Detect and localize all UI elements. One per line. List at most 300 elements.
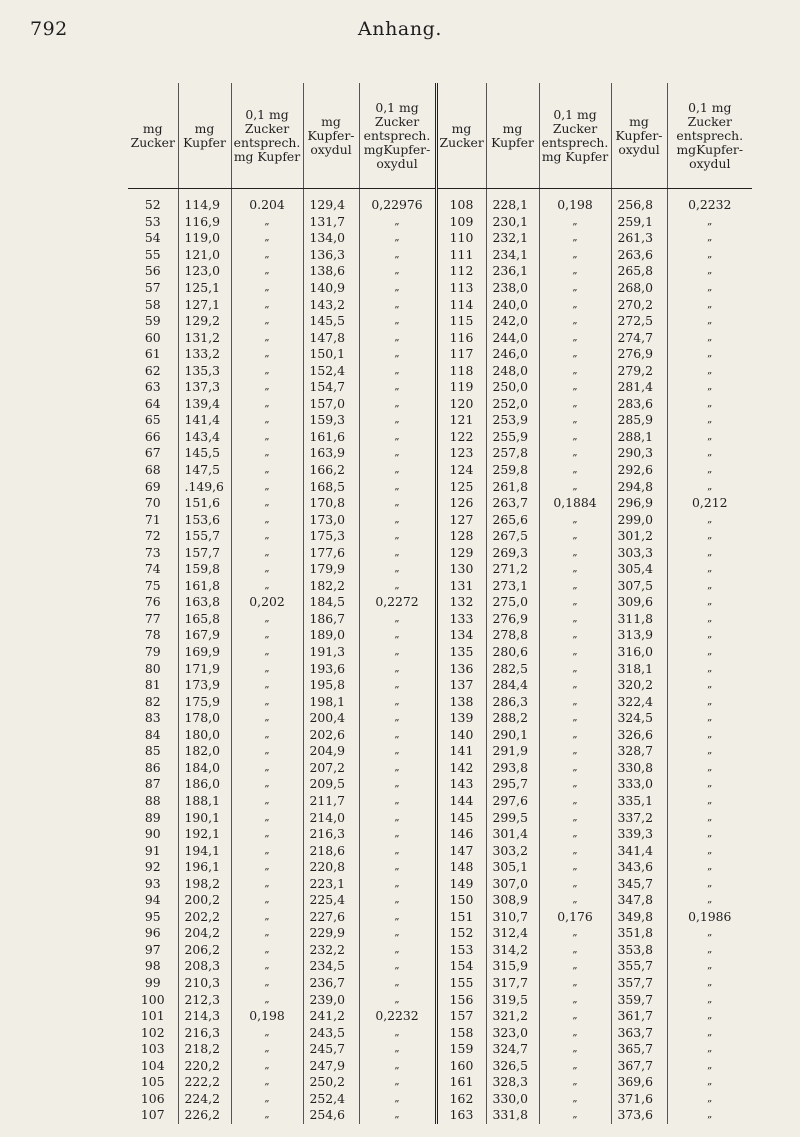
header-line: oxydul (618, 141, 660, 157)
cell-zucker-per-kupfer: „ (539, 925, 611, 942)
table-row (128, 710, 752, 727)
cell-zucker-per-kupfer: „ (231, 313, 303, 330)
cell-zucker-per-oxydul: „ (359, 958, 436, 975)
cell-zucker-per-oxydul: „ (359, 1091, 436, 1108)
cell-zucker: 126 (436, 495, 486, 512)
cell-zucker: 63 (144, 379, 161, 395)
table-row (128, 495, 752, 512)
cell-zucker: 55 (144, 246, 161, 262)
cell-zucker-per-kupfer: „ (539, 1057, 611, 1074)
cell-kupfer: 161,8 (178, 578, 231, 595)
cell-zucker: 85 (144, 743, 161, 759)
table-row (128, 214, 752, 231)
table-row (128, 760, 752, 777)
cell-kupferoxydul: 166,2 (303, 462, 359, 479)
cell-zucker-per-kupfer: „ (231, 478, 303, 495)
cell-zucker-per-kupfer: „ (231, 991, 303, 1008)
cell-kupfer: 157,7 (178, 544, 231, 561)
cell-kupferoxydul: 326,6 (611, 727, 667, 744)
cell-zucker-per-oxydul: „ (667, 892, 752, 909)
cell-zucker-per-kupfer: „ (231, 412, 303, 429)
cell-kupfer: 324,7 (486, 1041, 539, 1058)
cell-zucker-per-kupfer: „ (539, 644, 611, 661)
cell-zucker-per-kupfer: „ (231, 1091, 303, 1108)
cell-zucker-per-kupfer: „ (231, 1024, 303, 1041)
cell-zucker-per-kupfer: „ (539, 826, 611, 843)
cell-zucker: 74 (144, 561, 161, 577)
cell-zucker-per-oxydul: „ (667, 627, 752, 644)
cell-kupferoxydul: 371,6 (611, 1091, 667, 1108)
cell-zucker-per-kupfer: „ (231, 1057, 303, 1074)
cell-zucker-per-kupfer: „ (231, 362, 303, 379)
cell-zucker: 72 (144, 528, 161, 544)
cell-kupfer: .149,6 (178, 478, 231, 495)
cell-kupferoxydul: 367,7 (611, 1057, 667, 1074)
table-row (128, 793, 752, 810)
header-zucker (436, 83, 486, 189)
table-row (128, 991, 752, 1008)
cell-zucker: 81 (144, 677, 161, 693)
cell-zucker-per-kupfer: „ (231, 214, 303, 231)
cell-zucker-per-oxydul: „ (359, 826, 436, 843)
cell-kupferoxydul: 361,7 (611, 1008, 667, 1025)
cell-kupfer: 222,2 (178, 1074, 231, 1091)
table-row (128, 594, 752, 611)
cell-kupfer: 141,4 (178, 412, 231, 429)
header-zucker (128, 83, 178, 189)
cell-kupferoxydul: 268,0 (611, 280, 667, 297)
cell-kupfer: 295,7 (486, 776, 539, 793)
cell-zucker: 82 (144, 693, 161, 709)
cell-kupfer: 196,1 (178, 859, 231, 876)
cell-kupfer: 133,2 (178, 346, 231, 363)
cell-zucker: 130 (436, 561, 486, 578)
cell-kupfer: 192,1 (178, 826, 231, 843)
cell-zucker-per-oxydul: „ (359, 611, 436, 628)
cell-kupfer: 331,8 (486, 1107, 539, 1124)
cell-zucker-per-kupfer: „ (539, 1074, 611, 1091)
cell-zucker: 97 (144, 941, 161, 957)
cell-kupferoxydul: 263,6 (611, 247, 667, 264)
cell-kupferoxydul: 341,4 (611, 842, 667, 859)
cell-zucker: 140 (436, 727, 486, 744)
cell-kupferoxydul: 175,3 (303, 528, 359, 545)
cell-kupfer: 139,4 (178, 396, 231, 413)
cell-kupferoxydul: 259,1 (611, 214, 667, 231)
cell-kupferoxydul: 195,8 (303, 677, 359, 694)
table-row (128, 561, 752, 578)
cell-kupfer: 165,8 (178, 611, 231, 628)
cell-zucker-per-kupfer: 0,176 (539, 909, 611, 926)
cell-zucker: 113 (436, 280, 486, 297)
cell-zucker-per-oxydul: „ (667, 296, 752, 313)
cell-zucker-per-kupfer: „ (231, 727, 303, 744)
cell-kupfer: 127,1 (178, 296, 231, 313)
cell-kupferoxydul: 223,1 (303, 875, 359, 892)
cell-kupferoxydul: 357,7 (611, 975, 667, 992)
cell-zucker-per-kupfer: „ (539, 1024, 611, 1041)
cell-zucker-per-oxydul: „ (359, 909, 436, 926)
cell-kupfer: 153,6 (178, 511, 231, 528)
table-row (128, 1024, 752, 1041)
cell-zucker: 107 (140, 1107, 165, 1123)
cell-zucker-per-oxydul: „ (359, 743, 436, 760)
cell-kupferoxydul: 250,2 (303, 1074, 359, 1091)
cell-zucker-per-kupfer: „ (539, 892, 611, 909)
cell-zucker-per-oxydul: „ (359, 313, 436, 330)
cell-zucker: 163 (436, 1107, 486, 1124)
cell-zucker-per-oxydul: „ (359, 710, 436, 727)
cell-zucker: 131 (436, 578, 486, 595)
cell-kupfer: 310,7 (486, 909, 539, 926)
cell-zucker-per-oxydul: „ (667, 412, 752, 429)
cell-kupfer: 121,0 (178, 247, 231, 264)
table-row (128, 230, 752, 247)
cell-zucker-per-kupfer: „ (231, 627, 303, 644)
cell-kupfer: 321,2 (486, 1008, 539, 1025)
cell-zucker-per-oxydul: 0,2232 (667, 189, 752, 214)
cell-zucker: 69 (144, 478, 161, 494)
cell-kupferoxydul: 313,9 (611, 627, 667, 644)
header-line: oxydul (376, 155, 418, 171)
cell-zucker-per-kupfer: „ (539, 478, 611, 495)
cell-kupfer: 159,8 (178, 561, 231, 578)
cell-zucker: 148 (436, 859, 486, 876)
cell-zucker: 104 (140, 1057, 165, 1073)
cell-zucker-per-kupfer: „ (539, 329, 611, 346)
cell-kupferoxydul: 157,0 (303, 396, 359, 413)
cell-kupfer: 184,0 (178, 760, 231, 777)
cell-kupfer: 317,7 (486, 975, 539, 992)
cell-kupferoxydul: 216,3 (303, 826, 359, 843)
cell-kupferoxydul: 347,8 (611, 892, 667, 909)
cell-zucker-per-oxydul: „ (359, 495, 436, 512)
cell-zucker-per-oxydul: „ (359, 760, 436, 777)
cell-kupfer: 323,0 (486, 1024, 539, 1041)
cell-zucker-per-kupfer: „ (539, 743, 611, 760)
cell-kupfer: 275,0 (486, 594, 539, 611)
cell-kupfer: 218,2 (178, 1041, 231, 1058)
cell-zucker-per-kupfer: „ (539, 727, 611, 744)
cell-zucker-per-kupfer: „ (539, 379, 611, 396)
header-line: mg (629, 113, 649, 129)
cell-zucker-per-kupfer: 0,202 (231, 594, 303, 611)
cell-zucker-per-oxydul: „ (667, 975, 752, 992)
cell-kupfer: 135,3 (178, 362, 231, 379)
cell-zucker-per-kupfer: „ (539, 627, 611, 644)
cell-zucker-per-oxydul: „ (667, 230, 752, 247)
cell-kupferoxydul: 283,6 (611, 396, 667, 413)
cell-zucker-per-oxydul: „ (667, 247, 752, 264)
cell-kupferoxydul: 324,5 (611, 710, 667, 727)
cell-kupferoxydul: 279,2 (611, 362, 667, 379)
cell-kupferoxydul: 234,5 (303, 958, 359, 975)
cell-zucker: 127 (436, 511, 486, 528)
cell-kupfer: 290,1 (486, 727, 539, 744)
cell-zucker-per-kupfer: „ (539, 247, 611, 264)
cell-zucker: 70 (144, 495, 161, 511)
cell-zucker-per-oxydul: „ (667, 760, 752, 777)
cell-zucker-per-kupfer: „ (231, 578, 303, 595)
cell-kupfer: 257,8 (486, 445, 539, 462)
header-line: Zucker (439, 134, 484, 150)
cell-kupfer: 186,0 (178, 776, 231, 793)
cell-zucker-per-kupfer: „ (231, 710, 303, 727)
cell-kupferoxydul: 339,3 (611, 826, 667, 843)
cell-zucker: 129 (436, 544, 486, 561)
cell-zucker-per-kupfer: „ (231, 859, 303, 876)
header-line: mg (451, 120, 472, 136)
cell-kupferoxydul: 145,5 (303, 313, 359, 330)
table-row (128, 511, 752, 528)
cell-zucker-per-oxydul: „ (667, 859, 752, 876)
table-row (128, 412, 752, 429)
cell-zucker: 71 (144, 511, 161, 527)
table-row (128, 909, 752, 926)
cell-zucker-per-kupfer: „ (539, 528, 611, 545)
cell-zucker-per-kupfer: „ (231, 247, 303, 264)
cell-zucker-per-oxydul: „ (667, 677, 752, 694)
cell-kupferoxydul: 261,3 (611, 230, 667, 247)
cell-zucker-per-oxydul: „ (359, 412, 436, 429)
header-line: Zucker (552, 120, 598, 136)
cell-kupfer: 145,5 (178, 445, 231, 462)
table-row (128, 280, 752, 297)
cell-zucker-per-kupfer: „ (231, 842, 303, 859)
cell-zucker-per-kupfer: „ (539, 561, 611, 578)
table-row (128, 627, 752, 644)
cell-zucker: 87 (144, 776, 161, 792)
cell-zucker-per-kupfer: „ (539, 214, 611, 231)
cell-zucker: 157 (436, 1008, 486, 1025)
cell-kupferoxydul: 227,6 (303, 909, 359, 926)
header-line: Kupfer- (615, 127, 663, 143)
cell-zucker: 90 (144, 826, 161, 842)
cell-kupferoxydul: 294,8 (611, 478, 667, 495)
cell-kupfer: 255,9 (486, 429, 539, 446)
table-row (128, 263, 752, 280)
cell-zucker-per-oxydul: „ (359, 660, 436, 677)
cell-zucker-per-oxydul: „ (359, 478, 436, 495)
cell-kupferoxydul: 232,2 (303, 942, 359, 959)
cell-zucker-per-kupfer: „ (539, 611, 611, 628)
cell-zucker-per-oxydul: „ (359, 1057, 436, 1074)
cell-kupfer: 244,0 (486, 329, 539, 346)
cell-zucker: 65 (144, 412, 161, 428)
cell-kupferoxydul: 345,7 (611, 875, 667, 892)
cell-kupfer: 212,3 (178, 991, 231, 1008)
cell-zucker-per-kupfer: „ (231, 462, 303, 479)
cell-kupfer: 271,2 (486, 561, 539, 578)
cell-kupferoxydul: 281,4 (611, 379, 667, 396)
header-line: 0,1 mg (245, 106, 289, 122)
cell-zucker-per-kupfer: „ (231, 909, 303, 926)
cell-kupferoxydul: 254,6 (303, 1107, 359, 1124)
table-row (128, 727, 752, 744)
cell-zucker: 73 (144, 544, 161, 560)
cell-zucker-per-kupfer: „ (539, 776, 611, 793)
cell-kupfer: 291,9 (486, 743, 539, 760)
cell-zucker-per-kupfer: „ (231, 958, 303, 975)
cell-kupfer: 305,1 (486, 859, 539, 876)
cell-zucker: 156 (436, 991, 486, 1008)
cell-kupfer: 280,6 (486, 644, 539, 661)
cell-kupferoxydul: 214,0 (303, 809, 359, 826)
cell-zucker-per-oxydul: „ (667, 346, 752, 363)
cell-kupferoxydul: 305,4 (611, 561, 667, 578)
cell-zucker: 114 (436, 296, 486, 313)
cell-zucker: 80 (144, 660, 161, 676)
cell-zucker-per-oxydul: „ (667, 842, 752, 859)
cell-zucker-per-oxydul: „ (667, 578, 752, 595)
cell-zucker-per-oxydul: „ (667, 445, 752, 462)
cell-kupfer: 315,9 (486, 958, 539, 975)
cell-zucker-per-oxydul: „ (667, 958, 752, 975)
cell-zucker-per-kupfer: „ (539, 362, 611, 379)
cell-zucker: 153 (436, 942, 486, 959)
cell-kupferoxydul: 191,3 (303, 644, 359, 661)
cell-zucker-per-kupfer: „ (231, 826, 303, 843)
cell-zucker-per-kupfer: „ (231, 396, 303, 413)
cell-kupferoxydul: 220,8 (303, 859, 359, 876)
cell-zucker: 116 (436, 329, 486, 346)
header-zucker-per-kupfer (231, 83, 303, 189)
cell-zucker-per-kupfer: „ (539, 1008, 611, 1025)
cell-zucker-per-oxydul: „ (359, 346, 436, 363)
cell-zucker-per-oxydul: „ (359, 247, 436, 264)
cell-kupfer: 226,2 (178, 1107, 231, 1124)
cell-kupfer: 182,0 (178, 743, 231, 760)
cell-zucker-per-oxydul: „ (667, 1024, 752, 1041)
cell-zucker: 83 (144, 710, 161, 726)
header-line: entsprech. (676, 127, 744, 143)
cell-kupfer: 276,9 (486, 611, 539, 628)
cell-kupferoxydul: 252,4 (303, 1091, 359, 1108)
cell-kupferoxydul: 241,2 (303, 1008, 359, 1025)
cell-kupfer: 278,8 (486, 627, 539, 644)
cell-kupferoxydul: 337,2 (611, 809, 667, 826)
cell-zucker-per-oxydul: „ (359, 429, 436, 446)
cell-zucker-per-oxydul: „ (359, 296, 436, 313)
cell-kupferoxydul: 147,8 (303, 329, 359, 346)
table-row (128, 859, 752, 876)
cell-zucker-per-oxydul: „ (359, 627, 436, 644)
cell-kupfer: 240,0 (486, 296, 539, 313)
cell-zucker-per-oxydul: „ (667, 809, 752, 826)
header-row (128, 83, 752, 189)
table-row (128, 958, 752, 975)
cell-zucker: 133 (436, 611, 486, 628)
header-zucker-per-oxydul (359, 83, 436, 189)
cell-zucker: 79 (144, 644, 161, 660)
cell-zucker-per-oxydul: „ (359, 842, 436, 859)
cell-kupferoxydul: 229,9 (303, 925, 359, 942)
cell-kupfer: 263,7 (486, 495, 539, 512)
header-zucker-per-kupfer (539, 83, 611, 189)
cell-zucker-per-kupfer: „ (231, 1074, 303, 1091)
cell-zucker: 143 (436, 776, 486, 793)
cell-zucker-per-kupfer: „ (539, 1107, 611, 1124)
table-row (128, 429, 752, 446)
cell-zucker-per-kupfer: „ (539, 975, 611, 992)
cell-zucker-per-kupfer: „ (231, 511, 303, 528)
cell-kupfer: 303,2 (486, 842, 539, 859)
table-row (128, 809, 752, 826)
cell-zucker: 161 (436, 1074, 486, 1091)
cell-zucker-per-kupfer: „ (231, 263, 303, 280)
header-kupferoxydul (611, 83, 667, 189)
table-row (128, 875, 752, 892)
table-row (128, 826, 752, 843)
cell-kupferoxydul: 179,9 (303, 561, 359, 578)
cell-zucker: 77 (144, 610, 161, 626)
cell-kupfer: 228,1 (486, 189, 539, 214)
cell-kupfer: 299,5 (486, 809, 539, 826)
cell-zucker: 103 (140, 1041, 165, 1057)
cell-kupferoxydul: 307,5 (611, 578, 667, 595)
cell-zucker-per-oxydul: „ (667, 379, 752, 396)
cell-zucker-per-kupfer: „ (231, 644, 303, 661)
cell-zucker: 121 (436, 412, 486, 429)
cell-kupfer: 151,6 (178, 495, 231, 512)
cell-zucker: 111 (436, 247, 486, 264)
table-row (128, 925, 752, 942)
cell-zucker: 154 (436, 958, 486, 975)
cell-zucker-per-oxydul: „ (359, 280, 436, 297)
cell-kupfer: 137,3 (178, 379, 231, 396)
cell-zucker: 142 (436, 760, 486, 777)
cell-zucker-per-oxydul: „ (667, 462, 752, 479)
cell-zucker-per-kupfer: „ (231, 743, 303, 760)
cell-zucker: 150 (436, 892, 486, 909)
cell-kupfer: 173,9 (178, 677, 231, 694)
cell-kupferoxydul: 330,8 (611, 760, 667, 777)
cell-zucker: 135 (436, 644, 486, 661)
header-line: Zucker (130, 134, 175, 150)
cell-zucker: 138 (436, 693, 486, 710)
cell-zucker: 56 (144, 263, 161, 279)
cell-kupfer: 307,0 (486, 875, 539, 892)
cell-kupferoxydul: 225,4 (303, 892, 359, 909)
cell-kupferoxydul: 316,0 (611, 644, 667, 661)
cell-zucker-per-oxydul: „ (359, 892, 436, 909)
cell-zucker: 146 (436, 826, 486, 843)
cell-zucker-per-oxydul: „ (359, 578, 436, 595)
cell-kupfer: 169,9 (178, 644, 231, 661)
cell-kupfer: 206,2 (178, 942, 231, 959)
cell-zucker-per-kupfer: „ (231, 611, 303, 628)
cell-zucker-per-oxydul: „ (667, 329, 752, 346)
cell-zucker-per-oxydul: „ (667, 1074, 752, 1091)
header-line: oxydul (310, 141, 352, 157)
cell-zucker: 128 (436, 528, 486, 545)
table-row (128, 1057, 752, 1074)
cell-kupferoxydul: 285,9 (611, 412, 667, 429)
cell-zucker-per-oxydul: „ (359, 396, 436, 413)
table-row (128, 362, 752, 379)
cell-zucker-per-kupfer: „ (539, 296, 611, 313)
cell-kupfer: 204,2 (178, 925, 231, 942)
cell-kupferoxydul: 363,7 (611, 1024, 667, 1041)
cell-kupfer: 194,1 (178, 842, 231, 859)
cell-kupfer: 326,5 (486, 1057, 539, 1074)
running-head: Anhang. (357, 18, 443, 40)
cell-zucker: 92 (144, 859, 161, 875)
cell-zucker: 112 (436, 263, 486, 280)
cell-kupfer: 190,1 (178, 809, 231, 826)
cell-kupfer: 175,9 (178, 693, 231, 710)
cell-zucker-per-oxydul: „ (359, 776, 436, 793)
